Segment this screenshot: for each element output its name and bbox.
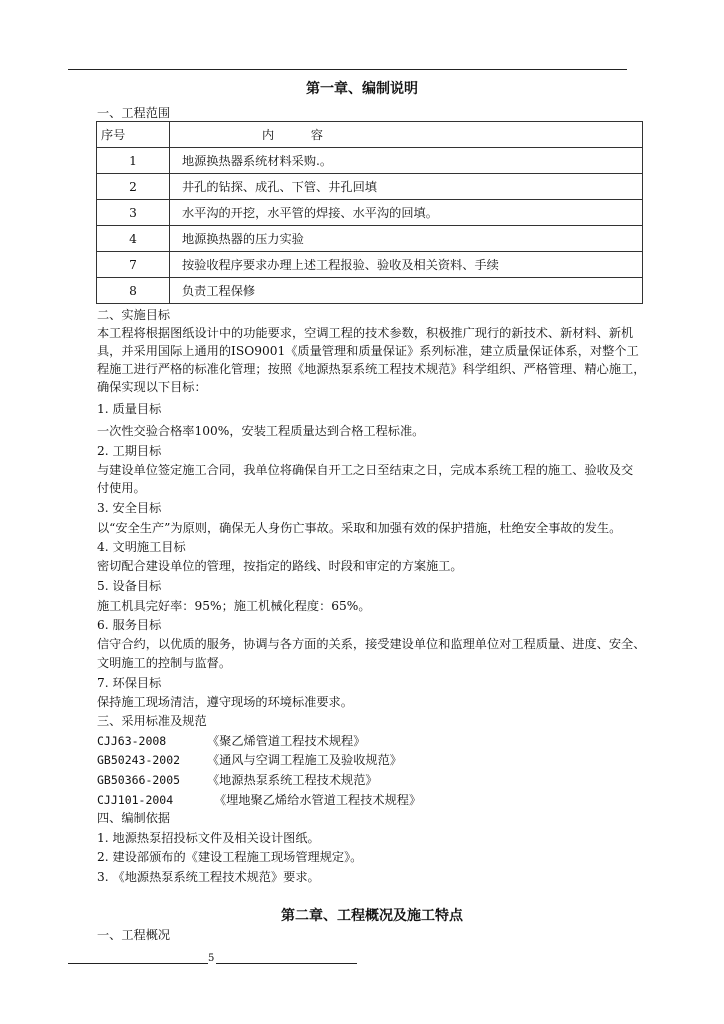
intro-line: 具，并采用国际上通用的ISO9001《质量管理和质量保证》系列标准，建立质量保证体系，对整个工 [97,344,639,358]
table-cell-num: 2 [97,174,170,200]
standard-item [97,732,365,750]
goal-text: 保持施工现场清洁，遵守现场的环境标准要求。 [97,695,353,709]
intro-line: 本工程将根据图纸设计中的功能要求，空调工程的技术参数，积极推广现行的新技术、新材料、新机 [97,326,634,340]
goal-text: 文明施工的控制与监督。 [97,656,232,670]
basis-item: 1. 地源热泵招投标文件及相关设计图纸。 [97,831,320,845]
basis-item: 3. 《地源热泵系统工程技术规范》要求。 [97,870,320,884]
standard-name: 《埋地聚乙烯给水管道工程技术规程》 [214,793,422,807]
section1-heading: 一、工程范围 [97,106,171,120]
standard-name: 《地源热泵系统工程技术规范》 [207,773,378,787]
table-cell-num: 1 [97,148,170,174]
goal-text: 以“安全生产”为原则，确保无人身伤亡事故。采取和加强有效的保护措施，杜绝安全事故的发生。 [97,521,622,535]
table-row [97,200,643,226]
intro-line: 确保实现以下目标： [97,380,207,394]
goal-heading: 3. 安全目标 [97,501,162,515]
goal-heading: 7. 环保目标 [97,676,162,690]
basis-item: 2. 建设部颁布的《建设工程施工现场管理规定》。 [97,850,363,864]
chapter2-section1-heading: 一、工程概况 [97,928,171,942]
table-cell-content: 地源换热器的压力实验 [170,226,643,252]
table-cell-content: 井孔的钻探、成孔、下管、井孔回填 [170,174,643,200]
table-header-content: 内 容 [170,122,643,148]
chapter2-title: 第二章、工程概况及施工特点 [281,908,463,924]
goal-text: 付使用。 [97,481,146,495]
table-row [97,174,643,200]
standard-code: GB50366-2005 [97,773,181,787]
standard-code: GB50243-2002 [97,753,181,767]
page-number: 5 [208,953,215,964]
standard-name: 《聚乙烯管道工程技术规程》 [207,734,366,748]
standard-name: 《通风与空调工程施工及验收规范》 [207,753,402,767]
table-cell-content: 按验收程序要求办理上述工程报验、验收及相关资料、手续 [170,252,643,278]
standard-item [97,771,378,789]
goal-text: 信守合约，以优质的服务，协调与各方面的关系，接受建设单位和监理单位对工程质量、进度、安全、 [97,637,646,651]
goal-text: 施工机具完好率：95%；施工机械化程度：65%。 [97,599,371,613]
table-cell-num: 4 [97,226,170,252]
table-cell-num: 8 [97,278,170,304]
table-row [97,148,643,174]
goal-text: 密切配合建设单位的管理，按指定的路线、时段和审定的方案施工。 [97,559,463,573]
section3-heading: 三、采用标准及规范 [97,714,207,728]
standard-code: CJJ63-2008 [97,734,167,748]
standard-item [97,791,421,809]
goal-heading: 4. 文明施工目标 [97,540,186,554]
section2-heading: 二、实施目标 [97,308,171,322]
table-row [97,226,643,252]
footer-rule-left [68,963,208,964]
table-row [97,252,643,278]
table-cell-content: 水平沟的开挖，水平管的焊接、水平沟的回填。 [170,200,643,226]
goal-heading: 1. 质量目标 [97,402,162,416]
table-row [97,278,643,304]
table-cell-num: 3 [97,200,170,226]
footer-rule-right [216,963,357,964]
table-cell-content: 负责工程保修 [170,278,643,304]
table-cell-content: 地源换热器系统材料采购.。 [170,148,643,174]
goal-text: 一次性交验合格率100%，安装工程质量达到合格工程标准。 [97,424,425,438]
scope-table [96,121,643,304]
standard-code: CJJ101-2004 [97,793,174,807]
goal-heading: 5. 设备目标 [97,579,162,593]
header-rule [68,69,627,70]
section4-heading: 四、编制依据 [97,811,171,825]
table-header-num: 序号 [97,122,170,148]
goal-heading: 6. 服务目标 [97,618,162,632]
intro-line: 程施工进行严格的标准化管理；按照《地源热泵系统工程技术规范》科学组织、严格管理、精心施工， [97,362,646,376]
table-header-row [97,122,643,148]
goal-text: 与建设单位签定施工合同，我单位将确保自开工之日至结束之日，完成本系统工程的施工、验收及交 [97,463,634,477]
standard-item [97,751,402,769]
table-cell-num: 7 [97,252,170,278]
goal-heading: 2. 工期目标 [97,444,162,458]
chapter1-title: 第一章、编制说明 [306,81,418,97]
